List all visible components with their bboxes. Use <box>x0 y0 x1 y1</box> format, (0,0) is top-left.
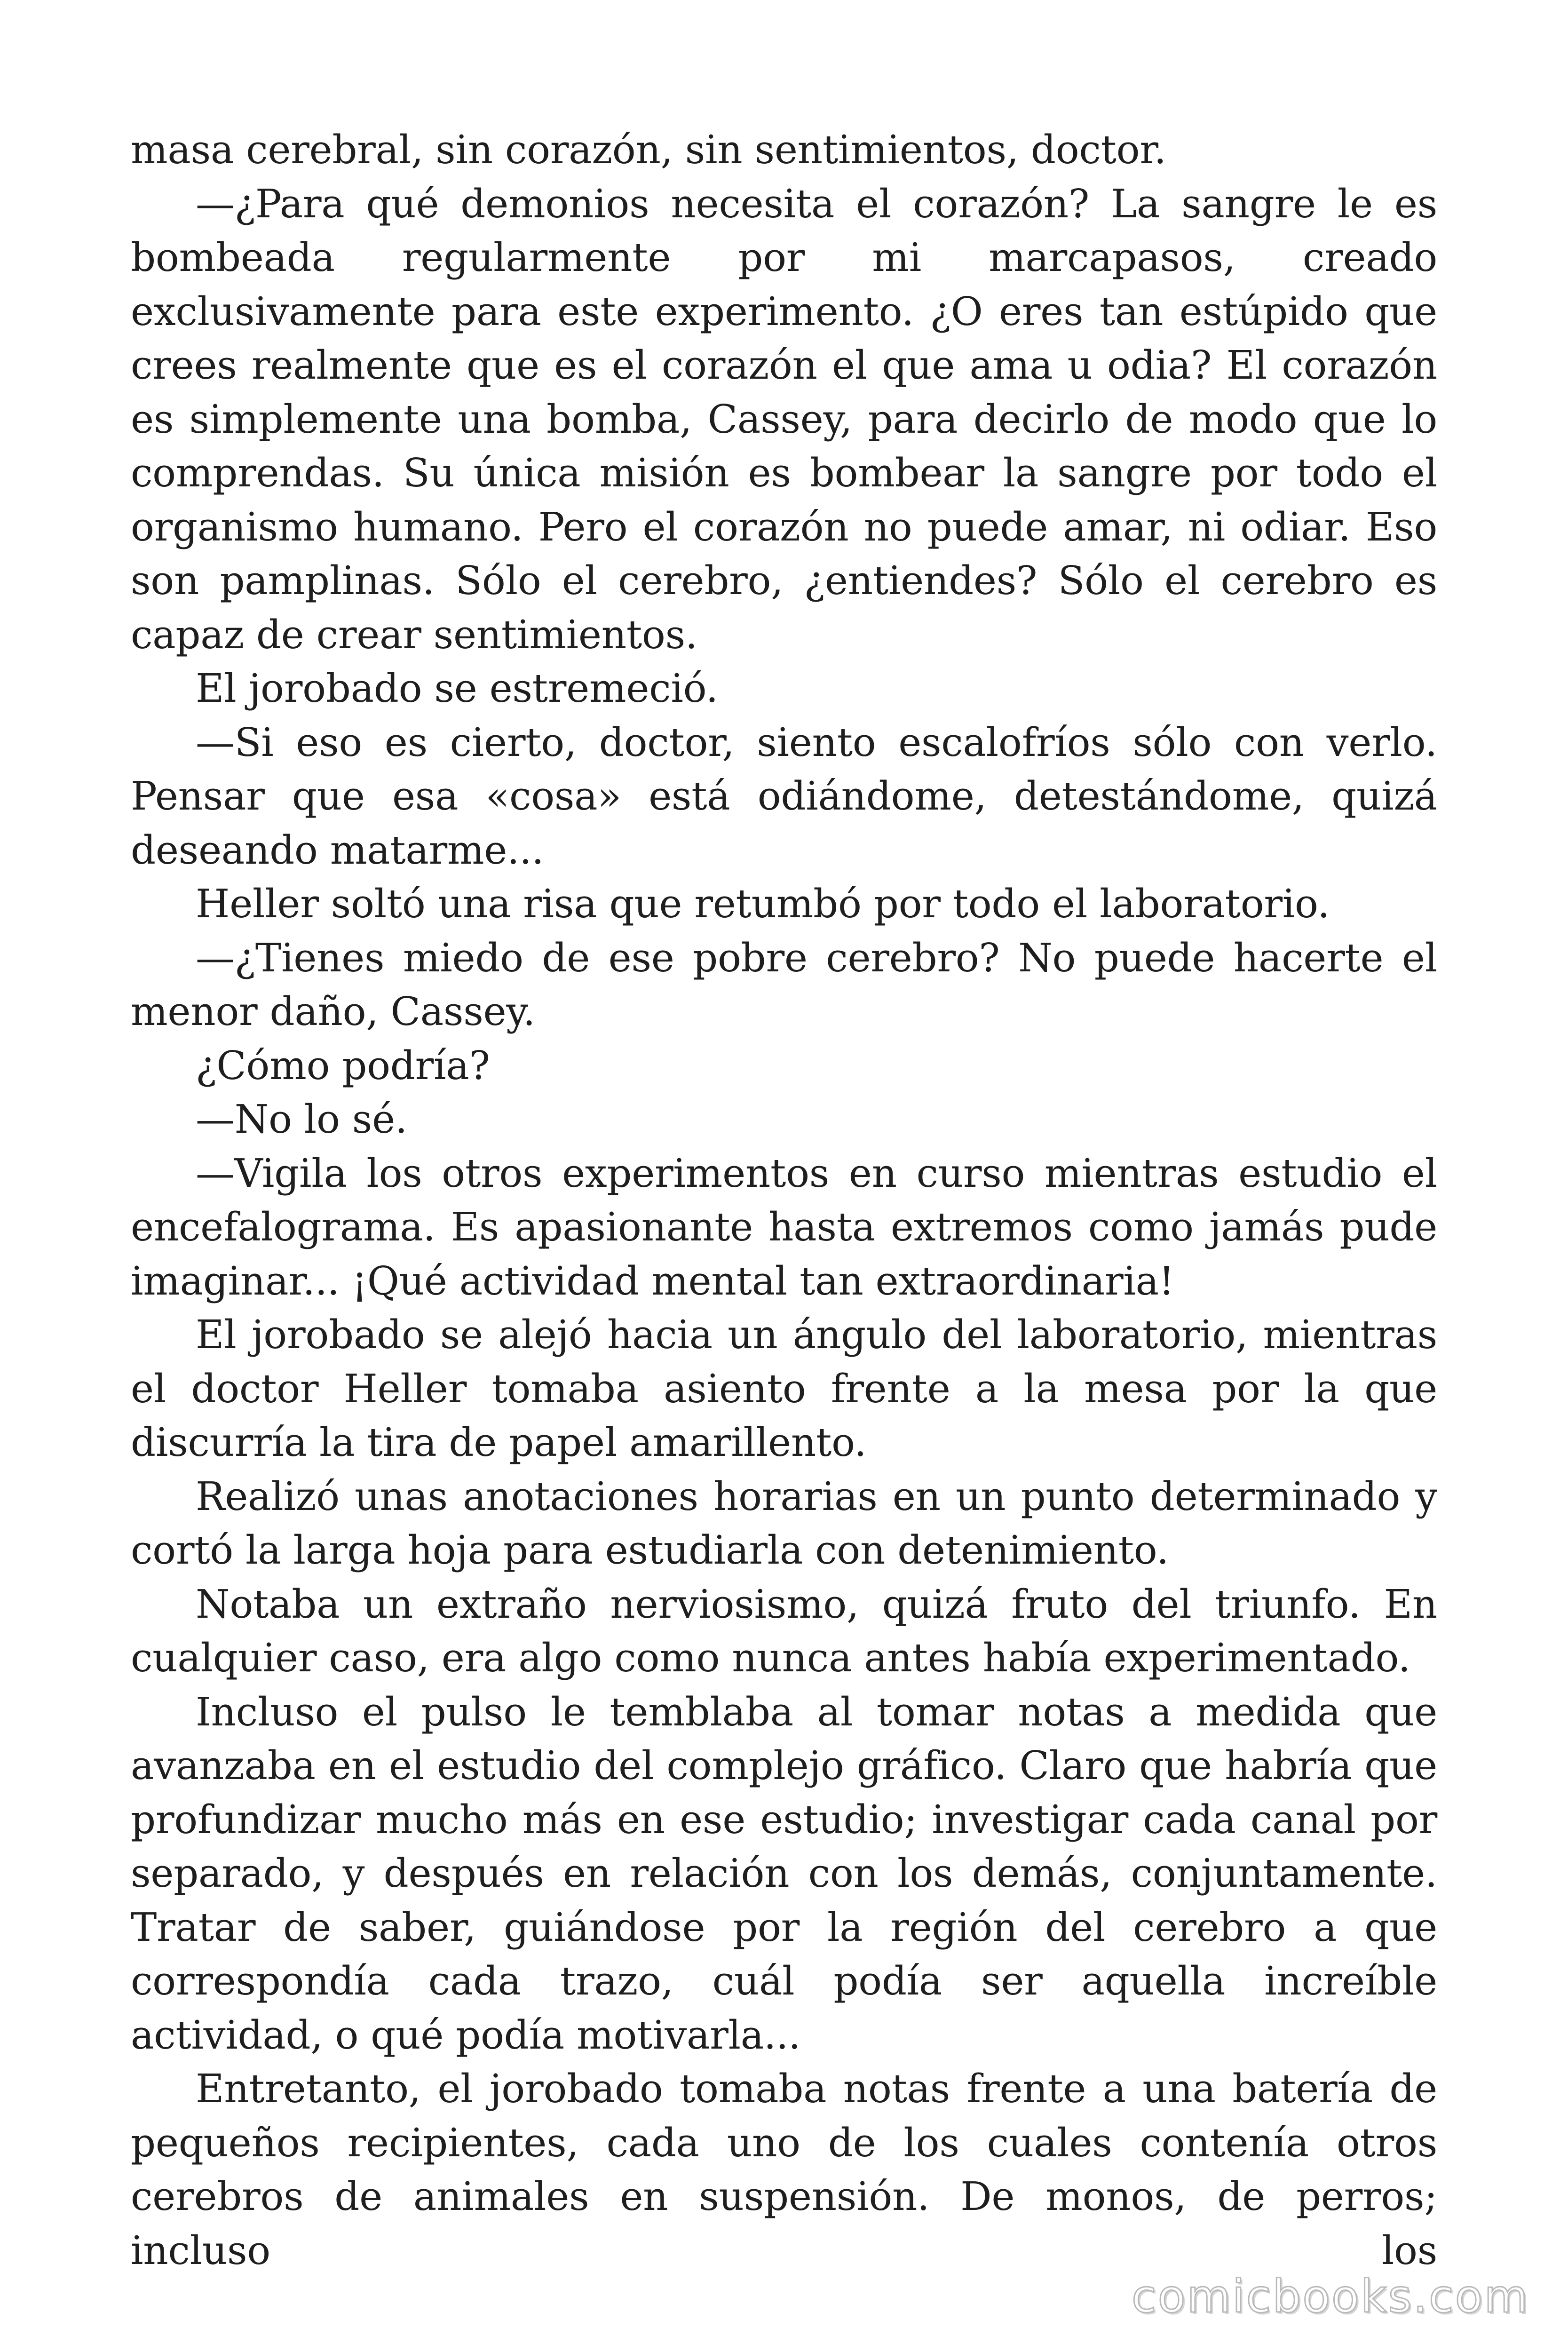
paragraph: El jorobado se alejó hacia un ángulo del laboratorio, mientras el doctor Heller tomaba asiento frente a la mesa por la que discurría la tira de papel amarillento. <box>131 1312 1437 1465</box>
paragraph: El jorobado se estremeció. <box>196 666 718 711</box>
paragraph: Heller soltó una risa que retumbó por todo el laboratorio. <box>196 881 1330 927</box>
paragraph: —¿Tienes miedo de ese pobre cerebro? No puede hacerte el menor daño, Cassey. <box>131 935 1437 1034</box>
paragraph: Incluso el pulso le temblaba al tomar notas a medida que avanzaba en el estudio del complejo gráfico. Claro que habría que profundizar mucho más en ese estudio; investigar cada canal por separado, y después en relación con los demás, conjuntamente. Tratar de saber, guiándose por la región del cerebro a que correspondía cada trazo, cuál podía ser aquella increíble actividad, o qué podía motivarla... <box>131 1689 1437 2058</box>
paragraph: Entretanto, el jorobado tomaba notas frente a una batería de pequeños recipientes, cada uno de los cuales contenía otros cerebros de animales en suspensión. De monos, de perros; incluso los <box>131 2066 1437 2273</box>
paragraph: masa cerebral, sin corazón, sin sentimientos, doctor. <box>131 127 1166 173</box>
paragraph: —Vigila los otros experimentos en curso mientras estudio el encefalograma. Es apasionante hasta extremos como jamás pude imaginar... ¡Qué actividad mental tan extraordinaria! <box>131 1150 1437 1304</box>
paragraph: Notaba un extraño nerviosismo, quizá fruto del triunfo. En cualquier caso, era algo como nunca antes había experimentado. <box>131 1581 1437 1681</box>
watermark: comicbooks.com <box>1131 2270 1529 2323</box>
paragraph: —¿Para qué demonios necesita el corazón? La sangre le es bombeada regularmente por mi marcapasos, creado exclusivamente para este experimento. ¿O eres tan estúpido que crees realmente que es el corazón el que ama u odia? El corazón es simplemente una bomba, Cassey, para decirlo de modo que lo comprendas. Su única misión es bombear la sangre por todo el organismo humano. Pero el corazón no puede amar, ni odiar. Eso son pamplinas. Sólo el cerebro, ¿entiendes? Sólo el cerebro es capaz de crear sentimientos. <box>131 181 1437 658</box>
page-text <box>131 123 1437 2278</box>
paragraph: —No lo sé. <box>196 1097 407 1142</box>
paragraph: Realizó unas anotaciones horarias en un punto determinado y cortó la larga hoja para estudiarla con detenimiento. <box>131 1473 1437 1573</box>
paragraph: —Si eso es cierto, doctor, siento escalofríos sólo con verlo. Pensar que esa «cosa» está odiándome, detestándome, quizá deseando matarme... <box>131 719 1437 873</box>
paragraph: ¿Cómo podría? <box>196 1042 490 1089</box>
